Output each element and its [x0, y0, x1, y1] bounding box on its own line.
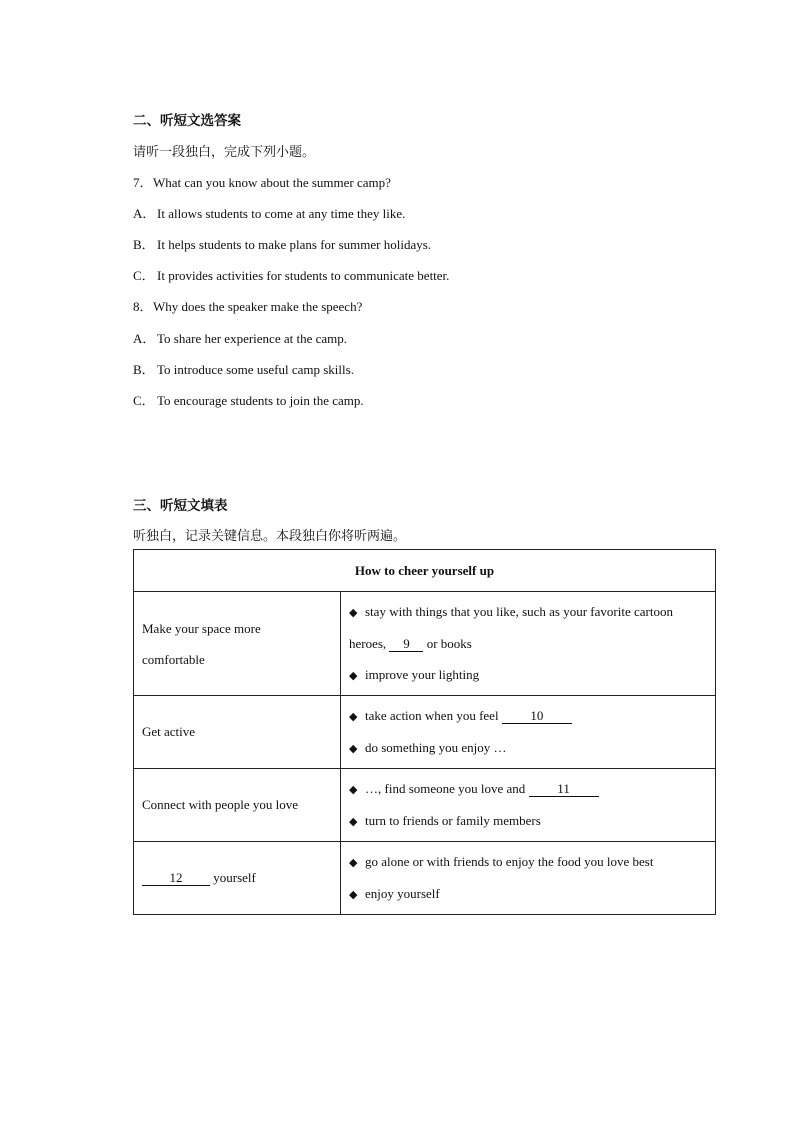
table-header: How to cheer yourself up: [134, 550, 716, 592]
table-row: [134, 769, 716, 842]
detail-line: ◆ go alone or with friends to enjoy the food you love best: [349, 846, 707, 878]
question-text: What can you know about the summer camp?: [153, 175, 391, 190]
row-details: [341, 842, 716, 915]
section3-instruction: 听独白，记录关键信息。本段独白你将听两遍。: [133, 529, 407, 544]
detail-line: ◆ …, find someone you love and 11: [349, 773, 707, 805]
diamond-bullet-icon: ◆: [349, 669, 358, 682]
option-text: It allows students to come at any time they like.: [157, 206, 406, 221]
row-label: 12 yourself: [134, 842, 341, 915]
answer-blank-12[interactable]: 12: [142, 871, 210, 886]
table-row: [134, 696, 716, 769]
question-number: 8．: [133, 299, 153, 314]
question-7-option-a[interactable]: [133, 203, 405, 222]
option-letter: B．: [133, 237, 155, 252]
cheer-up-table: [133, 549, 716, 915]
option-letter: C．: [133, 268, 155, 283]
diamond-bullet-icon: ◆: [349, 888, 358, 901]
question-8-option-a[interactable]: [133, 328, 347, 347]
table-row: [134, 842, 716, 915]
detail-line: heroes, 9 or books: [349, 636, 472, 651]
row-details: [341, 696, 716, 769]
section2-instruction: 请听一段独白，完成下列小题。: [133, 145, 316, 160]
diamond-bullet-icon: ◆: [349, 606, 358, 619]
detail-line: ◆ improve your lighting: [349, 659, 707, 691]
detail-line: ◆ enjoy yourself: [349, 878, 707, 910]
table-row: [134, 592, 716, 696]
row-label: Make your space more comfortable: [134, 592, 341, 696]
option-letter: A．: [133, 206, 156, 221]
question-7-option-c[interactable]: [133, 265, 449, 284]
answer-blank-10[interactable]: 10: [502, 709, 572, 724]
section2-title: 二、听短文选答案: [133, 113, 241, 129]
diamond-bullet-icon: ◆: [349, 710, 358, 723]
option-text: It provides activities for students to communicate better.: [157, 268, 450, 283]
question-7-option-b[interactable]: [133, 234, 431, 253]
diamond-bullet-icon: ◆: [349, 742, 358, 755]
detail-line: ◆ do something you enjoy …: [349, 732, 707, 764]
detail-line: ◆ stay with things that you like, such as your favorite cartoon: [349, 596, 707, 628]
question-8-option-c[interactable]: [133, 390, 364, 409]
question-number: 7．: [133, 175, 153, 190]
diamond-bullet-icon: ◆: [349, 783, 358, 796]
answer-blank-11[interactable]: 11: [529, 782, 599, 797]
question-7: [133, 172, 391, 191]
option-text: To introduce some useful camp skills.: [157, 362, 354, 377]
table-header-row: [134, 550, 716, 592]
question-text: Why does the speaker make the speech?: [153, 299, 363, 314]
diamond-bullet-icon: ◆: [349, 815, 358, 828]
row-details: [341, 769, 716, 842]
detail-line: ◆ turn to friends or family members: [349, 805, 707, 837]
diamond-bullet-icon: ◆: [349, 856, 358, 869]
option-letter: C．: [133, 393, 155, 408]
detail-line: ◆ take action when you feel 10: [349, 700, 707, 732]
answer-blank-9[interactable]: 9: [389, 637, 423, 652]
option-text: To share her experience at the camp.: [157, 331, 348, 346]
section3-title: 三、听短文填表: [133, 498, 228, 514]
question-8: [133, 296, 362, 315]
question-8-option-b[interactable]: [133, 359, 354, 378]
row-details: [341, 592, 716, 696]
option-text: It helps students to make plans for summer holidays.: [157, 237, 432, 252]
option-text: To encourage students to join the camp.: [157, 393, 364, 408]
option-letter: B．: [133, 362, 155, 377]
row-label: Get active: [134, 696, 341, 769]
option-letter: A．: [133, 331, 156, 346]
row-label: Connect with people you love: [134, 769, 341, 842]
